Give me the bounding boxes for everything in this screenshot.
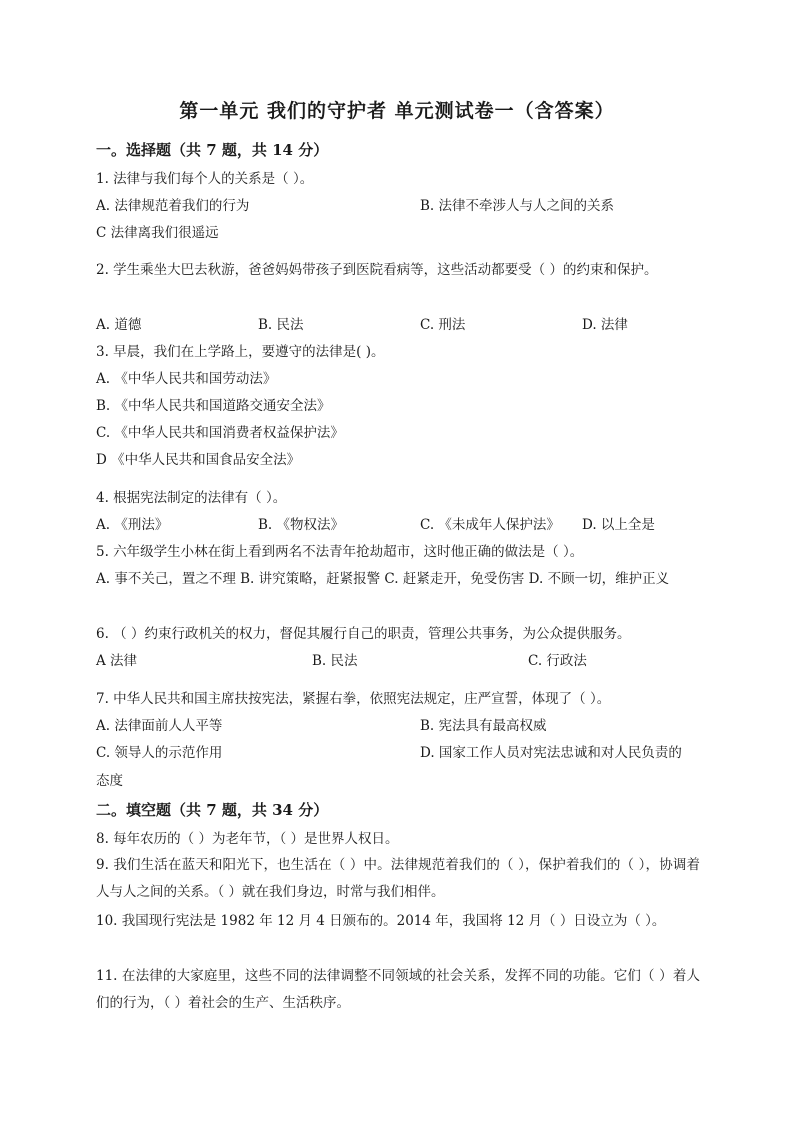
page-title: 第一单元 我们的守护者 单元测试卷一（含答案） [179,100,615,122]
question-5-stem: 5. 六年级学生小林在街上看到两名不法青年抢劫超市，这时他正确的做法是（ ）。 [96,544,584,560]
question-1-option-b: B. 法律不牵涉人与人之间的关系 [420,198,615,214]
question-1-stem: 1. 法律与我们每个人的关系是（ ）。 [96,171,314,187]
question-1-option-a: A. 法律规范着我们的行为 [96,198,250,214]
question-11: 11. 在法律的大家庭里，这些不同的法律调整不同领域的社会关系，发挥不同的功能。它们（ ）着人们的行为，（ ）着社会的生产、生活秩序。 [96,968,700,1011]
question-8: 8. 每年农历的（ ）为老年节，（ ）是世界人权日。 [96,831,399,847]
question-2-option-b: B. 民法 [258,317,304,333]
question-2-option-a: A. 道德 [96,317,142,333]
question-4-option-a: A. 《刑法》 [96,517,169,533]
question-3-option-b: B. 《中华人民共和国道路交通安全法》 [96,398,331,414]
question-2-option-d: D. 法律 [582,317,628,333]
question-7-option-b: B. 宪法具有最高权威 [420,718,547,734]
question-3-option-a: A. 《中华人民共和国劳动法》 [96,371,277,387]
question-2-stem: 2. 学生乘坐大巴去秋游，爸爸妈妈带孩子到医院看病等，这些活动都要受（ ）的约束和保护。 [96,262,658,278]
question-4-option-b: B. 《物权法》 [258,517,345,533]
question-4-stem: 4. 根据宪法制定的法律有（ ）。 [96,490,287,506]
question-4-option-d: D. 以上全是 [582,517,655,533]
question-3-option-c: C. 《中华人民共和国消费者权益保护法》 [96,425,344,441]
question-2-option-c: C. 刑法 [420,317,466,333]
section-heading-choice: 一。选择题（共 7 题，共 14 分） [96,141,329,159]
question-7-option-d-line2: 态度 [96,773,123,789]
question-5-options: A. 事不关己，置之不理 B. 讲究策略，赶紧报警 C. 赶紧走开，免受伤害 D. 不顾一切，维护正义 [96,571,670,587]
question-3-option-d: D 《中华人民共和国食品安全法》 [96,452,301,468]
question-6-option-c: C. 行政法 [528,653,587,669]
question-7-option-c: C. 领导人的示范作用 [96,745,223,761]
question-4-option-c: C. 《未成年人保护法》 [420,517,560,533]
question-7-option-d-line1: D. 国家工作人员对宪法忠诚和对人民负责的 [420,745,682,761]
question-3-stem: 3. 早晨，我们在上学路上，要遵守的法律是( )。 [96,344,385,360]
question-1-option-c: C 法律离我们很遥远 [96,225,219,241]
question-10: 10. 我国现行宪法是 1982 年 12 月 4 日颁布的。2014 年，我国将 12 月（ ）日设立为（ ）。 [96,913,666,929]
question-9: 9. 我们生活在蓝天和阳光下，也生活在（ ）中。法律规范着我们的（ ），保护着我们的（ ），协调着人与人之间的关系。（ ）就在我们身边，时常与我们相伴。 [96,857,700,900]
question-7-option-a: A. 法律面前人人平等 [96,718,223,734]
question-6-option-b: B. 民法 [312,653,358,669]
section-heading-fill-blank: 二。填空题（共 7 题，共 34 分） [96,801,329,819]
question-6-option-a: A 法律 [96,653,138,669]
question-7-stem: 7. 中华人民共和国主席扶按宪法，紧握右拳，依照宪法规定，庄严宣誓，体现了（ ）。 [96,691,611,707]
question-6-stem: 6. （ ）约束行政机关的权力，督促其履行自己的职责，管理公共事务，为公众提供服务。 [96,626,631,642]
